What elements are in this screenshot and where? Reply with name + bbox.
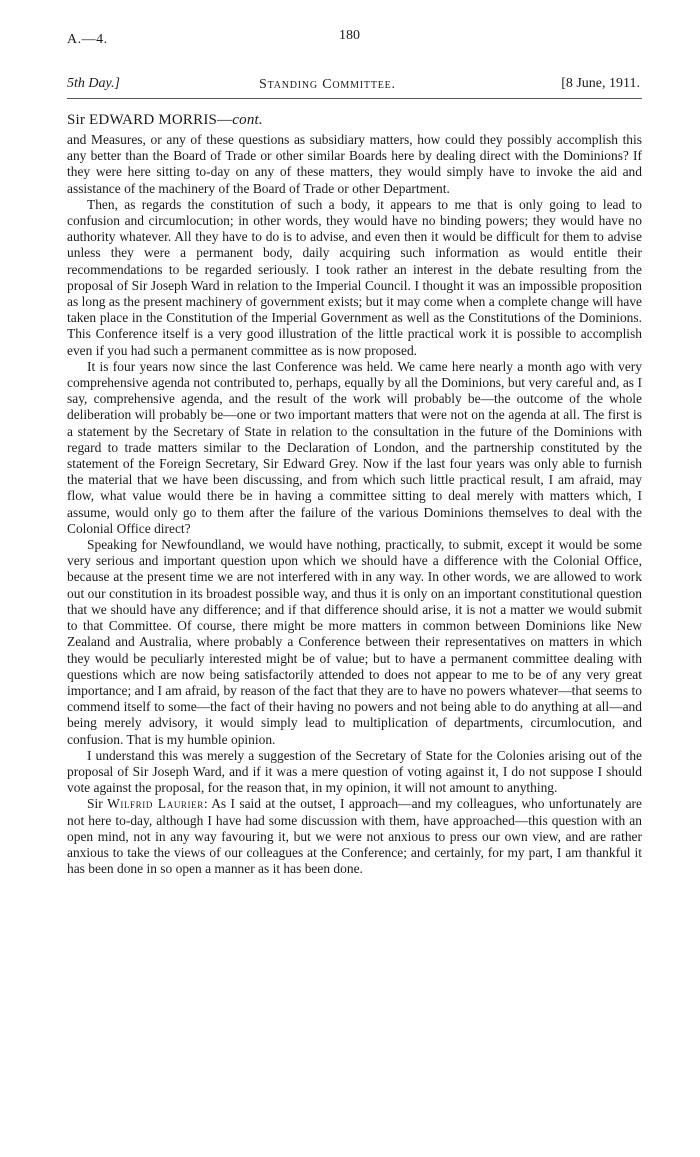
committee-title: Standing Committee. <box>259 77 396 92</box>
session-day: 5th Day.] <box>67 76 120 91</box>
running-head <box>67 72 642 96</box>
session-date: [8 June, 1911. <box>561 76 640 91</box>
laurier-paragraph <box>67 796 642 877</box>
paragraph: and Measures, or any of these questions as subsidiary matters, how could they possibly accomplish this any better than the Board of Trade or other similar Boards here by dealing direct with the Dominions? If they were here sitting to-day on any of these matters, they would simply have to invoke the aid and assistance of the machinery of the Board of Trade or other Department. <box>67 132 642 196</box>
paragraph: I understand this was merely a suggestion of the Secretary of State for the Colonies arising out of the proposal of Sir Joseph Ward, and if it was a mere question of voting against it, I do not suppose I should vote against the proposal, for the reason that, in my opinion, it will not amount to anything. <box>67 747 642 796</box>
page-number: 180 <box>339 28 360 43</box>
top-line <box>67 28 642 52</box>
laurier-prefix: Sir <box>87 796 108 812</box>
laurier-text: : As I said at the outset, I approach—and my colleagues, who unfortunately are not here to-day, although I have had some discussion with them, have approached—this question with an open mind, not in any way favouring it, but we were not anxious to press our own view, and are rather anxious to take the views of our colleagues at the Conference; and certainly, for my part, I am thankful it has been done in so open a manner as it has been done. <box>67 796 642 877</box>
laurier-name: Wilfrid Laurier <box>107 796 204 812</box>
speaker-heading <box>67 112 642 129</box>
body-text <box>67 132 642 877</box>
paragraph: Then, as regards the constitution of such a body, it appears to me that is only going to lead to confusion and circumlocution; in other words, they would have no binding powers; they would have no authority whatever. All they have to do is to advise, and even then it would be difficult for them to advise unless they were a permanent body, daily acquiring such information as would entitle their recommendations to be regarded seriously. I took rather an interest in the debate resulting from the proposal of Sir Joseph Ward in relation to the Imperial Council. I thought it was an impossible proposition as long as the present machinery of government exists; but it may come when a complete change will have taken place in the Constitution of the Imperial Government as well as the Constitutions of the Dominions. This Conference itself is a very good illustration of the little practical work it is possible to accomplish even if you had such a permanent committee as is now proposed. <box>67 196 642 358</box>
paragraph: Speaking for Newfoundland, we would have nothing, practically, to submit, except it would be some very serious and important question upon which we should have a difference with the Colonial Office, because at the present time we are not interfered with in any way. In other words, we are allowed to work out our constitution in its broadest possible way, and thus it is only on an important constitutional question that we should have any difference; and if that difference should arise, it is not a matter we would submit to that Committee. Of course, there might be more matters in common between Dominions like New Zealand and Australia, where probably a Conference between their representatives on matters in which they would be peculiarly interested might be of value; but to have a permanent committee dealing with questions which are now being satisfactorily attended to does not appear to me to be of any very great importance; and I am afraid, by reason of the fact that they are to have no powers whatever—that seems to commend itself to some—the fact of their having no powers and not being able to do anything at all—and being merely advisory, it would simply lead to multiplication of departments, circumlocution, and confusion. That is my humble opinion. <box>67 537 642 747</box>
document-reference: A.—4. <box>67 32 108 47</box>
header-rule <box>67 98 642 99</box>
speaker-cont: cont. <box>232 112 263 128</box>
speaker-name: Sir EDWARD MORRIS— <box>67 112 233 128</box>
paragraph: It is four years now since the last Conference was held. We came here nearly a month ago with very comprehensive agenda not contributed to, perhaps, equally by all the Dominions, but very careful and, as I say, comprehensive agenda, and the result of the work will probably be—the outcome of the whole deliberation will probably be—one or two important matters that were not on the agenda at all. The first is a statement by the Secretary of State in relation to the consultation in the future of the Dominions with regard to trade matters similar to the Declaration of London, and the partnership constituted by the statement of the Foreign Secretary, Sir Edward Grey. Now if the last four years was only able to furnish the material that we have been discussing, and from which such little practical result, I am afraid, may flow, what value would there be in having a committee sitting to deal merely with matters which, I assume, would only go to them after the failure of the various Dominions themselves to deal with the Colonial Office direct? <box>67 358 642 536</box>
